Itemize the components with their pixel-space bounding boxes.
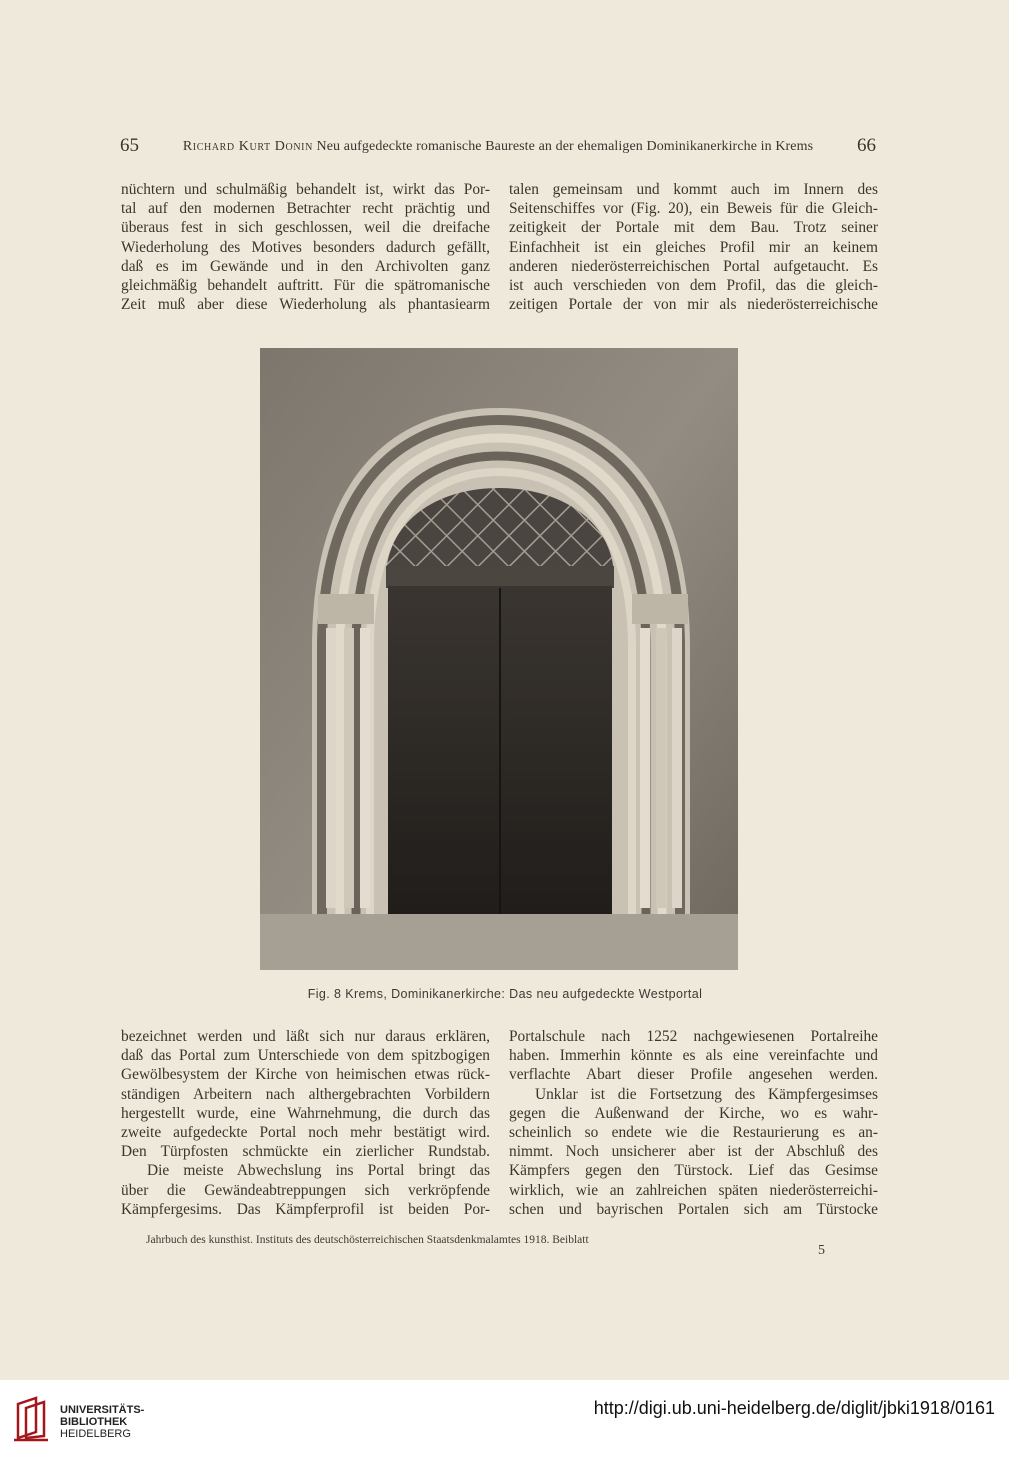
text-line: Portalschule nach 1252 nachgewiesenen Portalreihe (509, 1028, 878, 1045)
text-line: Wiederholung des Motives besonders dadurch gefällt, (121, 238, 490, 256)
text-line: Seitenschiffes vor (Fig. 20), ein Beweis für die Gleich- (509, 200, 878, 218)
text-line: tal auf den modernen Betrachter recht prächtig und (121, 200, 490, 218)
top-left-column (121, 180, 490, 314)
text-line: hergestellt wurde, eine Wahrnehmung, die durch das (121, 1104, 490, 1122)
text-line: zeitigen Portale der von mir als niederösterreichische (509, 296, 878, 314)
library-logo[interactable] (12, 1394, 212, 1446)
text-line: Gewölbesystem der Kirche von heimischen etwas rück- (121, 1066, 490, 1084)
portal-photograph (260, 348, 738, 970)
page-number-left: 65 (120, 135, 139, 156)
running-header (120, 136, 876, 158)
library-name-line2: BIBLIOTHEK (60, 1416, 128, 1428)
bottom-left-column (121, 1027, 490, 1219)
portal-illustration (260, 348, 738, 970)
header-author: Richard Kurt Donin (182, 139, 313, 154)
text-line: ist auch verschieden von dem Profil, das die gleich- (509, 277, 878, 295)
text-line: Kämpfergesims. Das Kämpferprofil ist beiden Por- (121, 1200, 490, 1218)
library-name-line3: HEIDELBERG (60, 1428, 131, 1440)
journal-footer: Jahrbuch des kunsthist. Instituts des deutschösterreichischen Staatsdenkmalamtes 1918. Beiblatt (146, 1234, 589, 1246)
text-line: Den Türpfosten schmückte ein zierlicher Rundstab. (121, 1143, 490, 1161)
source-url-link[interactable]: http://digi.ub.uni-heidelberg.de/diglit/jbki1918/0161 (593, 1398, 995, 1418)
text-line: daß es im Gewände und in den Archivolten ganz (121, 257, 490, 275)
library-name-line1: UNIVERSITÄTS- (60, 1404, 145, 1416)
text-line: Unklar ist die Fortsetzung des Kämpfergesimses (535, 1085, 878, 1103)
running-title (148, 139, 848, 155)
text-line: über die Gewändeabtreppungen sich verkröpfende (121, 1181, 490, 1199)
text-line: bezeichnet werden und läßt sich nur daraus erklären, (121, 1028, 490, 1045)
library-logo-icon (12, 1394, 52, 1442)
signature-mark: 5 (818, 1243, 825, 1258)
text-line: zweite aufgedeckte Portal noch mehr bestätigt wird. (121, 1124, 490, 1142)
text-line: Einfachheit ist ein gleiches Profil mir an keinem (509, 238, 878, 256)
text-line: verflachte Abart dieser Profile angesehen werden. (509, 1066, 878, 1084)
text-line: scheinlich so endete wie die Restaurierung es an- (509, 1124, 878, 1142)
header-title: Neu aufgedeckte romanische Baureste an der ehemaligen Dominikanerkirche in Krems (316, 139, 814, 154)
text-line: Zeit muß aber diese Wiederholung als phantasiearm (121, 296, 490, 314)
text-line: ständigen Arbeitern nach althergebrachten Vorbildern (121, 1085, 490, 1103)
text-line: talen gemeinsam und kommt auch im Innern des (509, 181, 878, 198)
text-line: wirklich, wie an zahlreichen späten niederösterreichi- (509, 1181, 878, 1199)
text-line: nüchtern und schulmäßig behandelt ist, wirkt das Por- (121, 181, 490, 198)
page-number-right: 66 (857, 135, 876, 156)
text-line: gegen die Außenwand der Kirche, wo es wahr- (509, 1104, 878, 1122)
text-line: Kämpfers gegen den Türstock. Lief das Gesimse (509, 1162, 878, 1180)
text-line: anderen niederösterreichischen Portal aufgetaucht. Es (509, 257, 878, 275)
top-right-column (509, 180, 878, 314)
text-line: haben. Immerhin könnte es als eine vereinfachte und (509, 1047, 878, 1065)
text-line: daß das Portal zum Unterschiede von dem spitzbogigen (121, 1047, 490, 1065)
text-line: zeitigkeit der Portale mit dem Bau. Trotz seiner (509, 219, 878, 237)
text-line: schen und bayrischen Portalen sich am Türstocke (509, 1200, 878, 1218)
text-line: überaus fest in sich geschlossen, weil die dreifache (121, 219, 490, 237)
bottom-right-column (509, 1027, 878, 1219)
text-line: nimmt. Noch unsicherer aber ist der Abschluß des (509, 1143, 878, 1161)
text-line: gleichmäßig behandelt auftritt. Für die spätromanische (121, 277, 490, 295)
figure-caption: Fig. 8 Krems, Dominikanerkirche: Das neu aufgedeckte Westportal (307, 987, 703, 1001)
text-line: Die meiste Abwechslung ins Portal bringt das (147, 1162, 490, 1180)
